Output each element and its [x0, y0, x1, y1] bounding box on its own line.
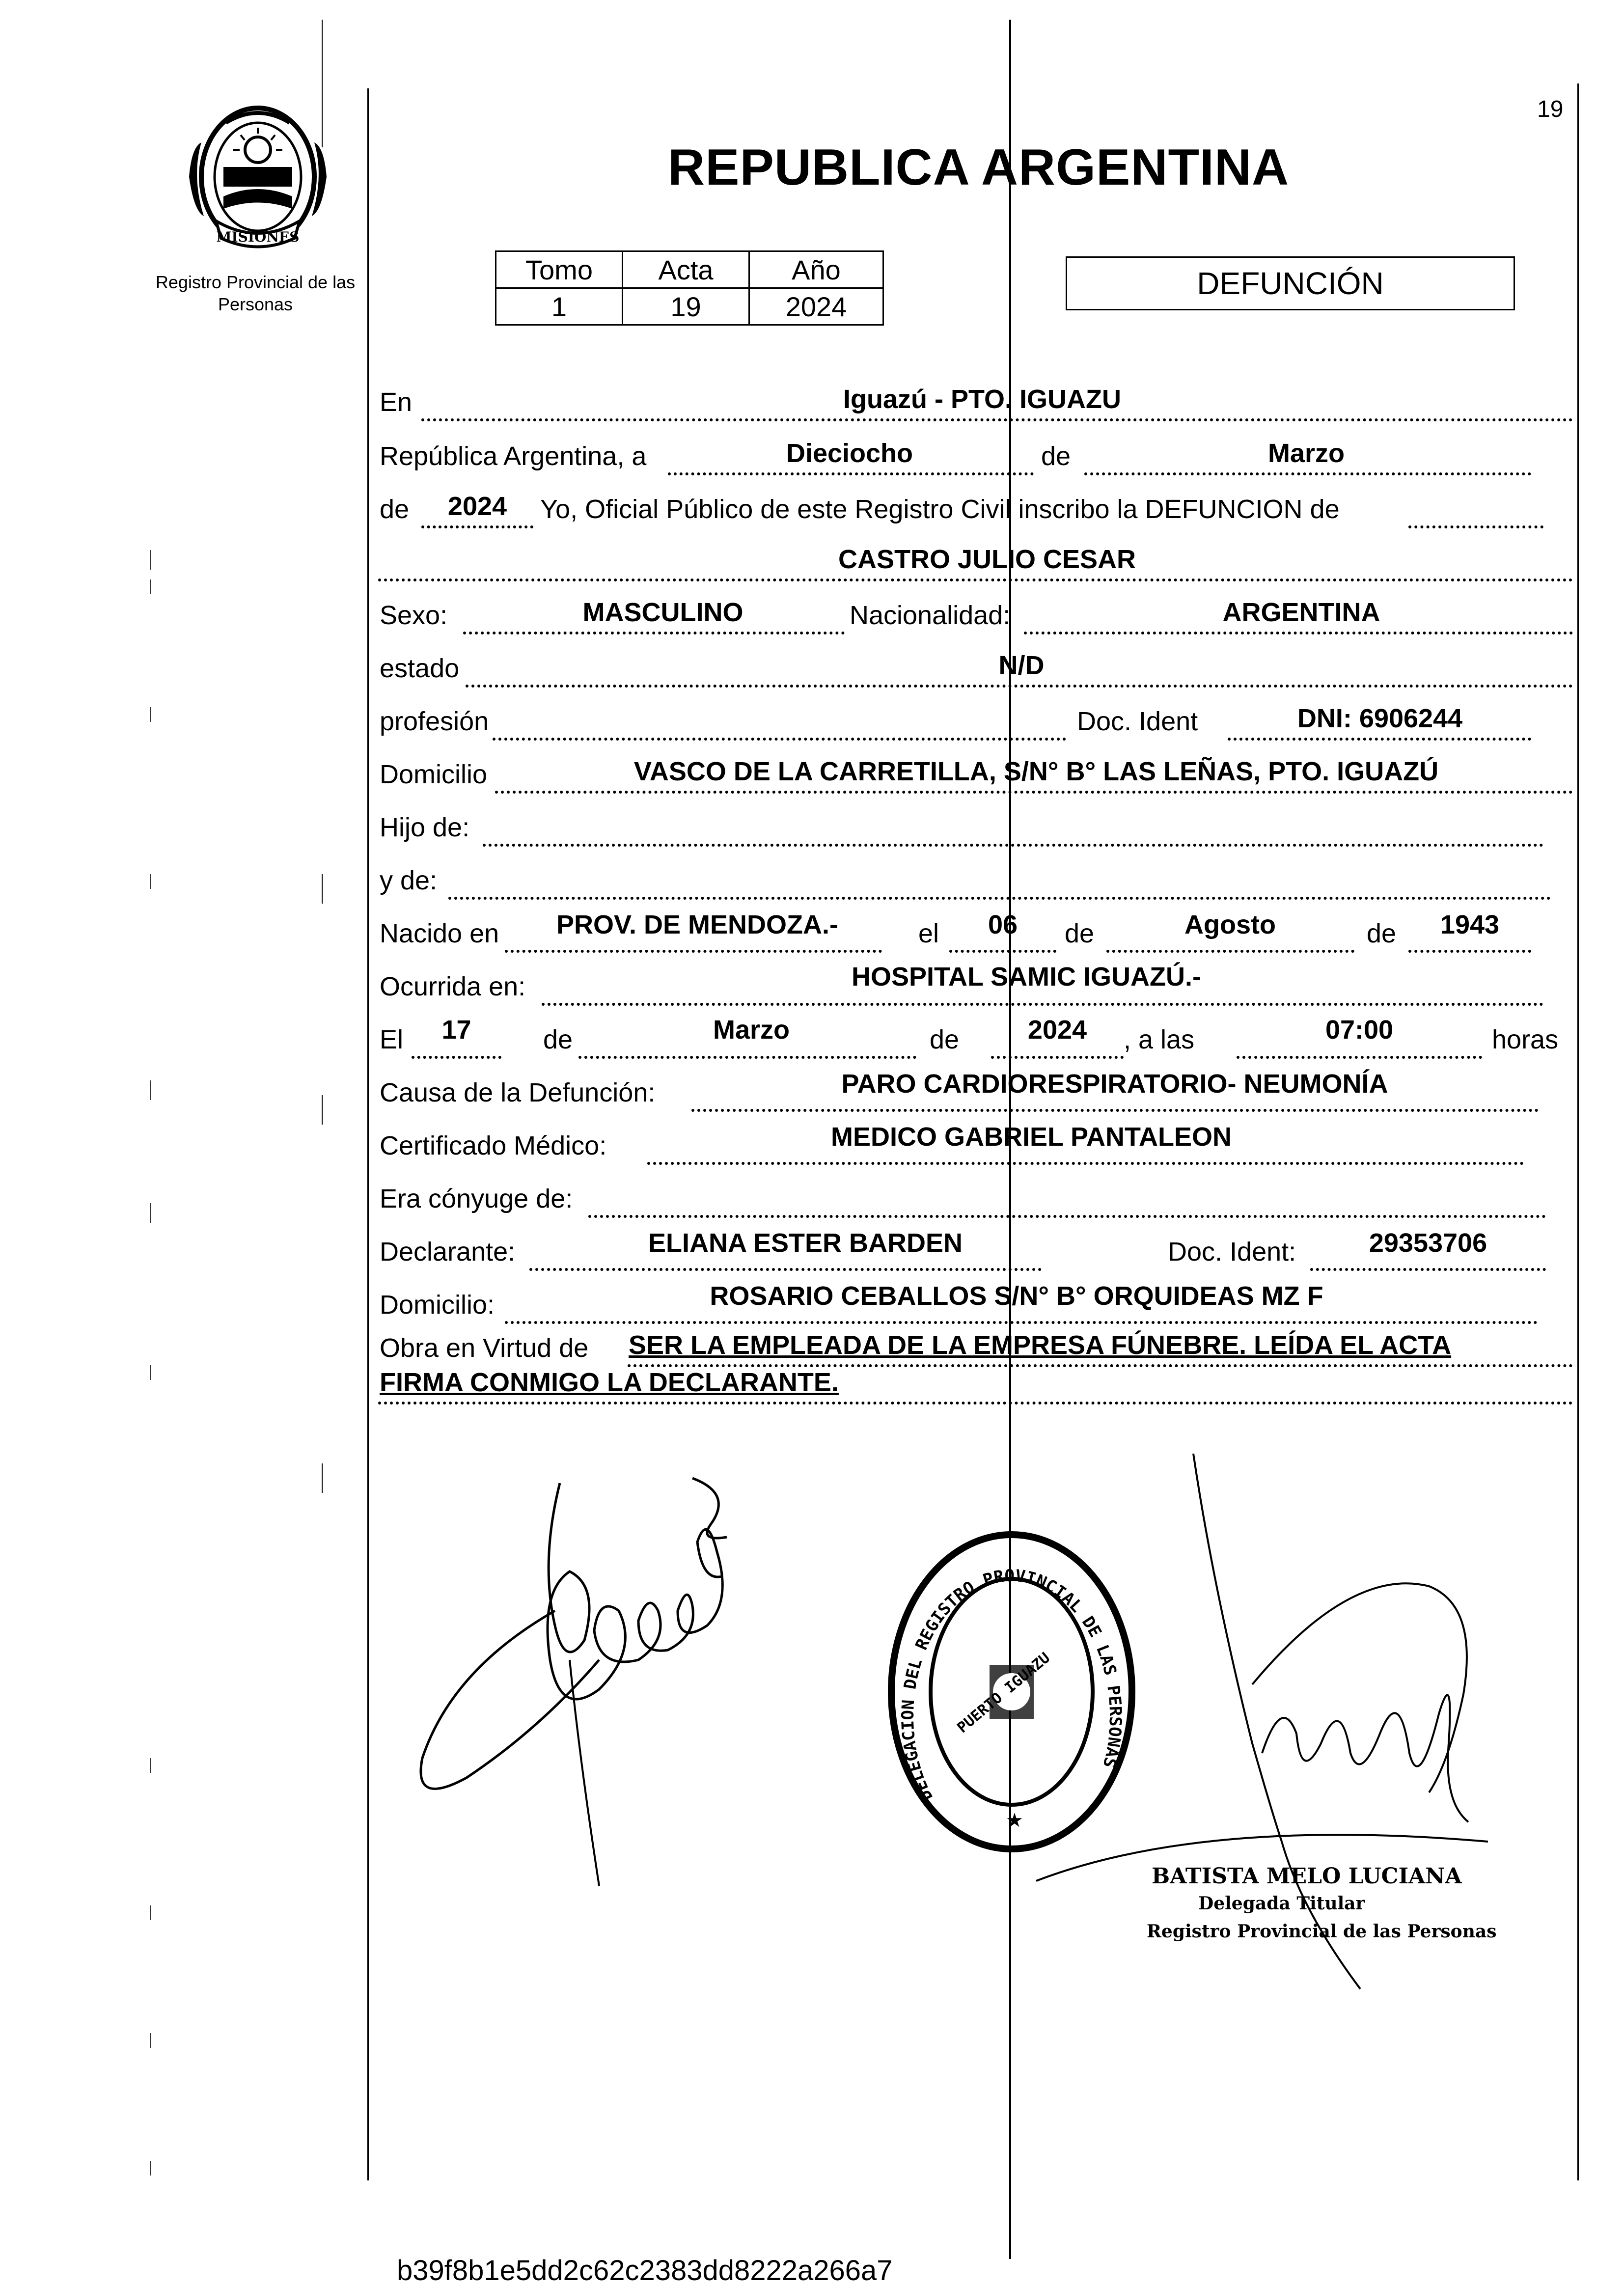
table-cell: 2024 [749, 288, 883, 325]
sex-line [463, 632, 845, 634]
death-time-value: 07:00 [1325, 1015, 1394, 1045]
de-year-label: de [380, 495, 410, 524]
nationality-line [1024, 632, 1573, 634]
stamp-inner-text: PUERTO IGUAZU [954, 1649, 1054, 1737]
table-header-cell: Tomo [496, 251, 623, 288]
year-line [421, 525, 533, 528]
document-hash: b39f8b1e5dd2c62c2383dd8222a266a7 [397, 2255, 893, 2287]
and-of-line [448, 897, 1551, 900]
register-table [495, 250, 884, 326]
death-year-value: 2024 [1027, 1015, 1087, 1045]
registration-statement: Yo, Oficial Público de este Registro Civil inscribo la DEFUNCION de [540, 495, 1340, 524]
born-line [505, 950, 882, 953]
statement-tail-line [1408, 525, 1543, 528]
born-month-line [1106, 950, 1354, 953]
profession-line [493, 738, 1066, 741]
republic-label: República Argentina, a [380, 441, 647, 471]
page-number: 19 [1537, 96, 1564, 122]
certificate-label: Certificado Médico: [380, 1131, 607, 1160]
occurred-label: Ocurrida en: [380, 972, 526, 1001]
document-type-box: DEFUNCIÓN [1066, 256, 1515, 310]
death-de2-label: de [930, 1025, 960, 1054]
virtue-line-2 [378, 1402, 1573, 1405]
declarant-label: Declarante: [380, 1237, 516, 1267]
official-org: Registro Provincial de las Personas [1147, 1921, 1497, 1942]
declarant-domicile-label: Domicilio: [380, 1290, 495, 1320]
sex-label: Sexo: [380, 601, 448, 630]
declarant-signature [393, 1463, 796, 1905]
declarant-doc-value: 29353706 [1369, 1228, 1487, 1258]
death-el-label: El [380, 1025, 404, 1054]
certificate-value: MEDICO GABRIEL PANTALEON [830, 1122, 1232, 1152]
doc-ident-value: DNI: 6906244 [1297, 704, 1463, 733]
declarant-line [529, 1268, 1042, 1271]
day-words-line [668, 472, 1034, 475]
born-year-line [1408, 950, 1531, 953]
and-of-label: y de: [380, 866, 438, 895]
born-de-label: de [1065, 919, 1095, 948]
death-month-value: Marzo [713, 1015, 790, 1045]
sex-value: MASCULINO [582, 598, 743, 627]
stamp-ring-text: DELEGACION DEL REGISTRO PROVINCIAL DE LAS PERSONAS [898, 1566, 1126, 1805]
born-el-label: el [918, 919, 939, 948]
declarant-value: ELIANA ESTER BARDEN [648, 1228, 963, 1258]
declarant-domicile-value: ROSARIO CEBALLOS S/N° B° ORQUIDEAS MZ F [710, 1281, 1323, 1311]
death-day-line [412, 1056, 501, 1059]
death-time-line [1237, 1056, 1482, 1059]
death-at-label: , a las [1124, 1025, 1195, 1054]
doc-ident-line [1228, 738, 1531, 741]
marital-status-label: estado [380, 654, 460, 683]
virtue-value-line2: FIRMA CONMIGO LA DECLARANTE. [380, 1368, 839, 1397]
cause-label: Causa de la Defunción: [380, 1078, 656, 1107]
nationality-value: ARGENTINA [1222, 598, 1380, 627]
virtue-label: Obra en Virtud de [380, 1333, 589, 1363]
star-icon: ★ [1006, 1810, 1023, 1831]
deceased-name-value: CASTRO JULIO CESAR [838, 545, 1136, 574]
profession-label: profesión [380, 707, 489, 736]
page-title: REPUBLICA ARGENTINA [668, 139, 1290, 196]
registry-name: Registro Provincial de las Personas [155, 272, 356, 314]
child-of-line [483, 844, 1543, 847]
born-month-value: Agosto [1184, 910, 1276, 939]
de-label: de [1041, 441, 1071, 471]
born-year-value: 1943 [1440, 910, 1500, 939]
domicile-value: VASCO DE LA CARRETILLA, S/N° B° LAS LEÑAS, PTO. IGUAZÚ [633, 757, 1439, 786]
register-table-row [496, 288, 883, 325]
occurred-line [542, 1003, 1543, 1006]
place-line [421, 418, 1573, 421]
year-value: 2024 [447, 492, 507, 521]
hours-label: horas [1492, 1025, 1559, 1054]
death-de-label: de [543, 1025, 573, 1054]
right-margin-line [1577, 83, 1579, 2180]
official-role: Delegada Titular [1198, 1893, 1365, 1914]
child-of-label: Hijo de: [380, 813, 470, 842]
occurred-value: HOSPITAL SAMIC IGUAZÚ.- [852, 962, 1201, 992]
place-value: Iguazú - PTO. IGUAZU [843, 385, 1121, 414]
marital-status-value: N/D [998, 651, 1045, 680]
table-header-cell: Año [749, 251, 883, 288]
table-header-cell: Acta [623, 251, 749, 288]
marital-status-line [466, 685, 1573, 688]
cause-line [691, 1109, 1539, 1112]
declarant-doc-label: Doc. Ident: [1168, 1237, 1296, 1267]
domicile-label: Domicilio [380, 760, 488, 789]
cause-value: PARO CARDIORESPIRATORIO- NEUMONÍA [841, 1069, 1388, 1099]
month-value: Marzo [1267, 439, 1345, 468]
declarant-domicile-line [505, 1321, 1538, 1324]
place-label: En [380, 387, 413, 417]
official-signature [1007, 1439, 1547, 1999]
spouse-label: Era cónyuge de: [380, 1184, 573, 1213]
virtue-value-line1: SER LA EMPLEADA DE LA EMPRESA FÚNEBRE. LEÍDA EL ACTA [629, 1330, 1452, 1360]
virtue-line-1 [628, 1364, 1573, 1367]
death-day-value: 17 [441, 1015, 471, 1045]
left-margin-line [367, 88, 369, 2180]
spouse-line [588, 1215, 1546, 1218]
official-name: BATISTA MELO LUCIANA [1152, 1864, 1462, 1889]
register-table-header [496, 251, 883, 288]
nationality-label: Nacionalidad: [850, 601, 1011, 630]
born-value: PROV. DE MENDOZA.- [556, 910, 839, 939]
born-day-value: 06 [988, 910, 1018, 939]
month-line [1084, 472, 1531, 475]
day-words-value: Dieciocho [786, 439, 913, 468]
born-de2-label: de [1367, 919, 1397, 948]
death-year-line [991, 1056, 1124, 1059]
born-day-line [949, 950, 1056, 953]
death-month-line [578, 1056, 916, 1059]
table-cell: 1 [496, 288, 623, 325]
table-cell: 19 [623, 288, 749, 325]
certificate-line [647, 1162, 1524, 1165]
born-label: Nacido en [380, 919, 499, 948]
deceased-name-line [378, 579, 1573, 581]
emblem-bottom-text: MISIONES [216, 229, 300, 245]
doc-ident-label: Doc. Ident [1077, 707, 1198, 736]
province-emblem [182, 98, 334, 260]
declarant-doc-line [1310, 1268, 1546, 1271]
domicile-line [495, 791, 1573, 794]
